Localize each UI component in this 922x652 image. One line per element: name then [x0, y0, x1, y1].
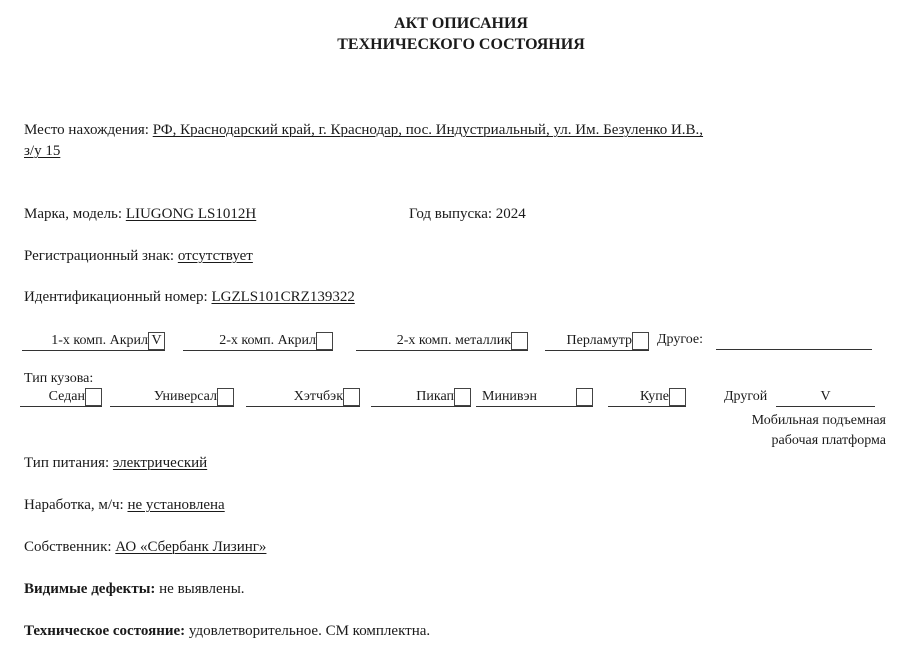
body-option-hatchback[interactable] — [246, 386, 360, 407]
make-model-value: LIUGONG LS1012H — [125, 206, 257, 222]
body-checkbox-sedan[interactable] — [85, 388, 102, 406]
paint-checkbox-1k-acrylic[interactable]: V — [148, 332, 165, 350]
paint-other-field[interactable] — [716, 349, 872, 350]
power-value: электрический — [112, 455, 208, 471]
owner-label: Собственник: — [24, 539, 116, 555]
defects-row — [24, 581, 245, 598]
paint-checkbox-pearl[interactable] — [632, 332, 649, 350]
paint-option-label: 1-х комп. Акрил — [51, 333, 148, 348]
location-row — [24, 122, 703, 139]
owner-value: АО «Сбербанк Лизинг» — [115, 539, 267, 555]
body-option-minivan[interactable] — [476, 386, 593, 407]
registration-label: Регистрационный знак: — [24, 248, 178, 264]
paint-option-2k-metallic[interactable] — [356, 330, 528, 351]
body-checkbox-minivan[interactable] — [576, 388, 593, 406]
make-model-label: Марка, модель: — [24, 206, 126, 222]
paint-option-label: Перламутр — [566, 333, 632, 348]
body-option-label: Универсал — [153, 389, 217, 404]
vin-label: Идентификационный номер: — [24, 289, 212, 305]
body-checkbox-hatchback[interactable] — [343, 388, 360, 406]
body-option-sedan[interactable] — [20, 386, 102, 407]
paint-option-1k-acrylic[interactable] — [22, 330, 165, 351]
body-option-label: Седан — [48, 389, 85, 404]
defects-value: не выявлены. — [159, 581, 245, 597]
hours-row — [24, 497, 225, 514]
body-option-label: Минивэн — [482, 389, 538, 404]
body-other-desc-line1: Мобильная подъемная — [751, 413, 886, 428]
condition-label: Техническое состояние: — [24, 623, 189, 639]
body-option-pickup[interactable] — [371, 386, 471, 407]
year-label: Год выпуска: — [409, 206, 496, 222]
registration-row — [24, 248, 253, 265]
body-option-label: Пикап — [416, 389, 454, 404]
condition-row — [24, 623, 430, 640]
defects-label: Видимые дефекты: — [24, 581, 160, 597]
body-checkbox-wagon[interactable] — [217, 388, 234, 406]
body-option-label: Хэтчбэк — [293, 389, 343, 404]
vin-value: LGZLS101CRZ139322 — [211, 289, 355, 305]
location-label: Место нахождения: — [24, 122, 153, 138]
paint-option-label: 2-х комп. металлик — [396, 333, 511, 348]
paint-option-label: 2-х комп. Акрил — [219, 333, 316, 348]
hours-label: Наработка, м/ч: — [24, 497, 128, 513]
paint-checkbox-2k-acrylic[interactable] — [316, 332, 333, 350]
body-option-label: Купе — [640, 389, 669, 404]
paint-checkbox-2k-metallic[interactable] — [511, 332, 528, 350]
location-value-line2: з/у 15 — [24, 143, 61, 159]
vin-row — [24, 289, 355, 306]
body-checkbox-pickup[interactable] — [454, 388, 471, 406]
year-row — [409, 206, 526, 223]
registration-value: отсутствует — [177, 248, 253, 264]
document-title-line2: ТЕХНИЧЕСКОГО СОСТОЯНИЯ — [337, 36, 585, 53]
body-type-label: Тип кузова: — [24, 371, 94, 386]
owner-row — [24, 539, 266, 556]
body-checkbox-coupe[interactable] — [669, 388, 686, 406]
paint-option-2k-acrylic[interactable] — [183, 330, 333, 351]
body-other-desc-line2: рабочая платформа — [771, 433, 886, 448]
year-value: 2024 — [495, 206, 526, 222]
condition-value: удовлетворительное. СМ комплектна. — [188, 623, 431, 639]
body-option-coupe[interactable] — [608, 386, 686, 407]
power-row — [24, 455, 207, 472]
make-model-row — [24, 206, 256, 223]
paint-option-pearl[interactable] — [545, 330, 649, 351]
location-value: РФ, Краснодарский край, г. Краснодар, пос. Индустриальный, ул. Им. Безуленко И.В., — [152, 122, 704, 138]
power-label: Тип питания: — [24, 455, 113, 471]
hours-value: не установлена — [127, 497, 225, 513]
paint-other-label: Другое: — [657, 332, 704, 347]
body-other-field[interactable]: V — [776, 386, 875, 407]
document-title-line1: АКТ ОПИСАНИЯ — [394, 15, 528, 32]
body-option-wagon[interactable] — [110, 386, 234, 407]
body-other-label: Другой — [724, 389, 768, 404]
